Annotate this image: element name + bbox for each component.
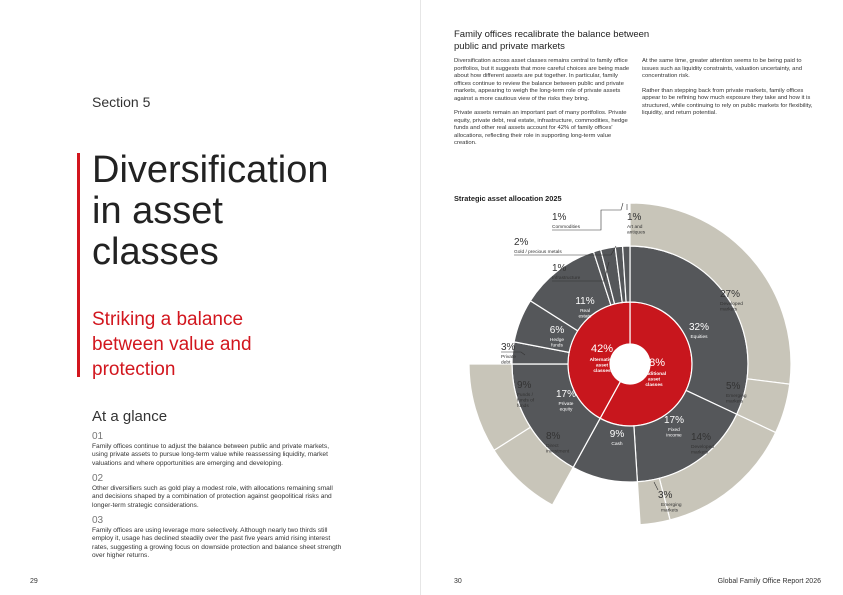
middle-category-label: Hedge	[549, 338, 565, 343]
callout-category-label: Emerging	[661, 503, 682, 508]
outer-category-label: Emerging	[726, 394, 747, 399]
outer-value-label: 27%	[720, 289, 741, 300]
callout-category-label: debt	[501, 360, 511, 366]
at-a-glance-heading: At a glance	[92, 408, 168, 425]
inner-category-label: classes	[645, 383, 663, 389]
middle-category-label: income	[666, 433, 682, 439]
subtitle-line: protection	[92, 359, 176, 380]
glance-text: Family offices continue to adjust the balance between public and private markets, using private assets to pursue long-term value while reassessing liquidity, market valuations and where opportunities are emerging and developing.	[92, 443, 330, 467]
middle-category-label: estate	[578, 314, 592, 320]
outer-category-label: Developed	[720, 302, 743, 307]
page-number: 29	[30, 578, 38, 585]
outer-category-label: Developed	[691, 445, 714, 450]
middle-category-label: Real	[580, 309, 590, 314]
paragraph: Private assets remain an important part of many portfolios. Private equity, private debt, real estate, infrastructure, commodities, hedge funds and other real assets account for 42% of family offices' allocations, reflecting their role in supporting long-term value creation.	[454, 110, 628, 146]
middle-value-label: 32%	[688, 322, 710, 333]
middle-value-label: 11%	[575, 296, 595, 307]
title-line: in asset	[92, 190, 223, 232]
outer-category-label: funds of	[517, 398, 535, 404]
outer-category-label: markets	[726, 399, 744, 405]
outer-category-label: investment	[546, 449, 570, 455]
middle-category-label: Private	[558, 402, 574, 407]
report-footer: Global Family Office Report 2026	[717, 578, 821, 585]
glance-item	[92, 431, 342, 468]
glance-item	[92, 515, 342, 561]
callout-category-label: Gold / precious metals	[514, 250, 562, 255]
article-title: Family offices recalibrate the balance between public and private markets	[454, 29, 650, 52]
outer-category-label: Funds /	[517, 393, 533, 398]
middle-category-label: Equities	[690, 335, 708, 340]
outer-category-label: markets	[720, 307, 738, 313]
glance-text: Other diversifiers such as gold play a modest role, with allocations remaining small and decisions shaped by a combination of protection against geopolitical risks and longer-term strategic considerations.	[92, 485, 333, 509]
middle-value-label: 17%	[663, 415, 685, 426]
middle-value-label: 17%	[555, 389, 577, 400]
callout-value-label: 3%	[658, 490, 673, 501]
glance-number: 02	[92, 473, 104, 484]
inner-category-label: Alternative	[589, 358, 615, 363]
callout-value-label: 3%	[501, 342, 516, 353]
callout-value-label: 1%	[552, 263, 567, 274]
callout-value-label: 1%	[552, 212, 567, 223]
title-line: classes	[92, 231, 219, 273]
inner-category-label: asset	[647, 377, 661, 383]
callout-category-label: Infrastructure	[552, 276, 581, 281]
glance-text: Family offices are using leverage more selectively. Although nearly two thirds still employ it, usage has declined steadily over the past five years amid rising interest rates, suggesting a growing focus on downside protection and balance sheet strength over higher returns.	[92, 527, 342, 560]
left-page	[0, 0, 421, 595]
middle-category-label: equity	[559, 407, 573, 413]
inner-category-label: asset	[595, 363, 609, 369]
outer-category-label: Direct	[546, 444, 559, 449]
callout-category-label: Private	[501, 355, 516, 360]
paragraph: Rather than stepping back from private markets, family offices appear to be refining how much exposure they take and how it is structured, while continuing to rely on public markets for flexibility, liquidity, and return potential.	[642, 87, 813, 116]
page-subtitle	[92, 307, 322, 382]
outer-value-label: 8%	[546, 431, 561, 442]
title-line: Diversification	[92, 149, 329, 191]
chart-title: Strategic asset allocation 2025	[454, 194, 562, 203]
middle-category-label: Cash	[611, 442, 623, 447]
middle-value-label: 9%	[609, 429, 625, 440]
middle-category-label: funds	[551, 343, 563, 349]
inner-value-label: 42%	[590, 343, 614, 355]
subtitle-line: Striking a balance	[92, 309, 244, 330]
section-label: Section 5	[92, 94, 151, 110]
middle-category-label: Fixed	[668, 428, 680, 433]
callout-value-label: 1%	[627, 212, 642, 223]
inner-value-label: 58%	[642, 357, 666, 369]
callout-value-label: 2%	[514, 237, 529, 248]
inner-category-label: Traditional	[641, 372, 667, 377]
callout-category-label: markets	[661, 508, 679, 514]
page-number: 30	[454, 578, 462, 585]
callout-category-label: Art and	[627, 225, 643, 230]
outer-category-label: markets	[691, 450, 709, 456]
inner-category-label: classes	[593, 369, 611, 375]
outer-value-label: 14%	[691, 432, 712, 443]
outer-category-label: funds	[517, 404, 529, 410]
subtitle-line: between value and	[92, 334, 252, 355]
callout-category-label: antiques	[627, 230, 646, 236]
glance-number: 01	[92, 431, 104, 442]
page-title	[92, 150, 392, 273]
glance-number: 03	[92, 515, 104, 526]
sunburst-chart	[421, 0, 843, 595]
outer-value-label: 5%	[726, 381, 741, 392]
title-accent-bar	[77, 153, 80, 377]
right-page	[421, 0, 843, 595]
paragraph: At the same time, greater attention seems to be being paid to issues such as liquidity constraints, valuation uncertainty, and concentration risk.	[642, 58, 803, 79]
glance-item	[92, 473, 342, 510]
callout-category-label: Commodities	[552, 225, 580, 230]
outer-value-label: 9%	[517, 380, 532, 391]
paragraph: Diversification across asset classes remains central to family office portfolios, but it suggests that more careful choices are being made about how different assets are put together. In particular, family offices continue to review the balance between public and private markets, appearing to weigh the long-term role of private assets against a more cautious view of the risks they bring.	[454, 58, 630, 102]
middle-value-label: 6%	[549, 325, 565, 336]
